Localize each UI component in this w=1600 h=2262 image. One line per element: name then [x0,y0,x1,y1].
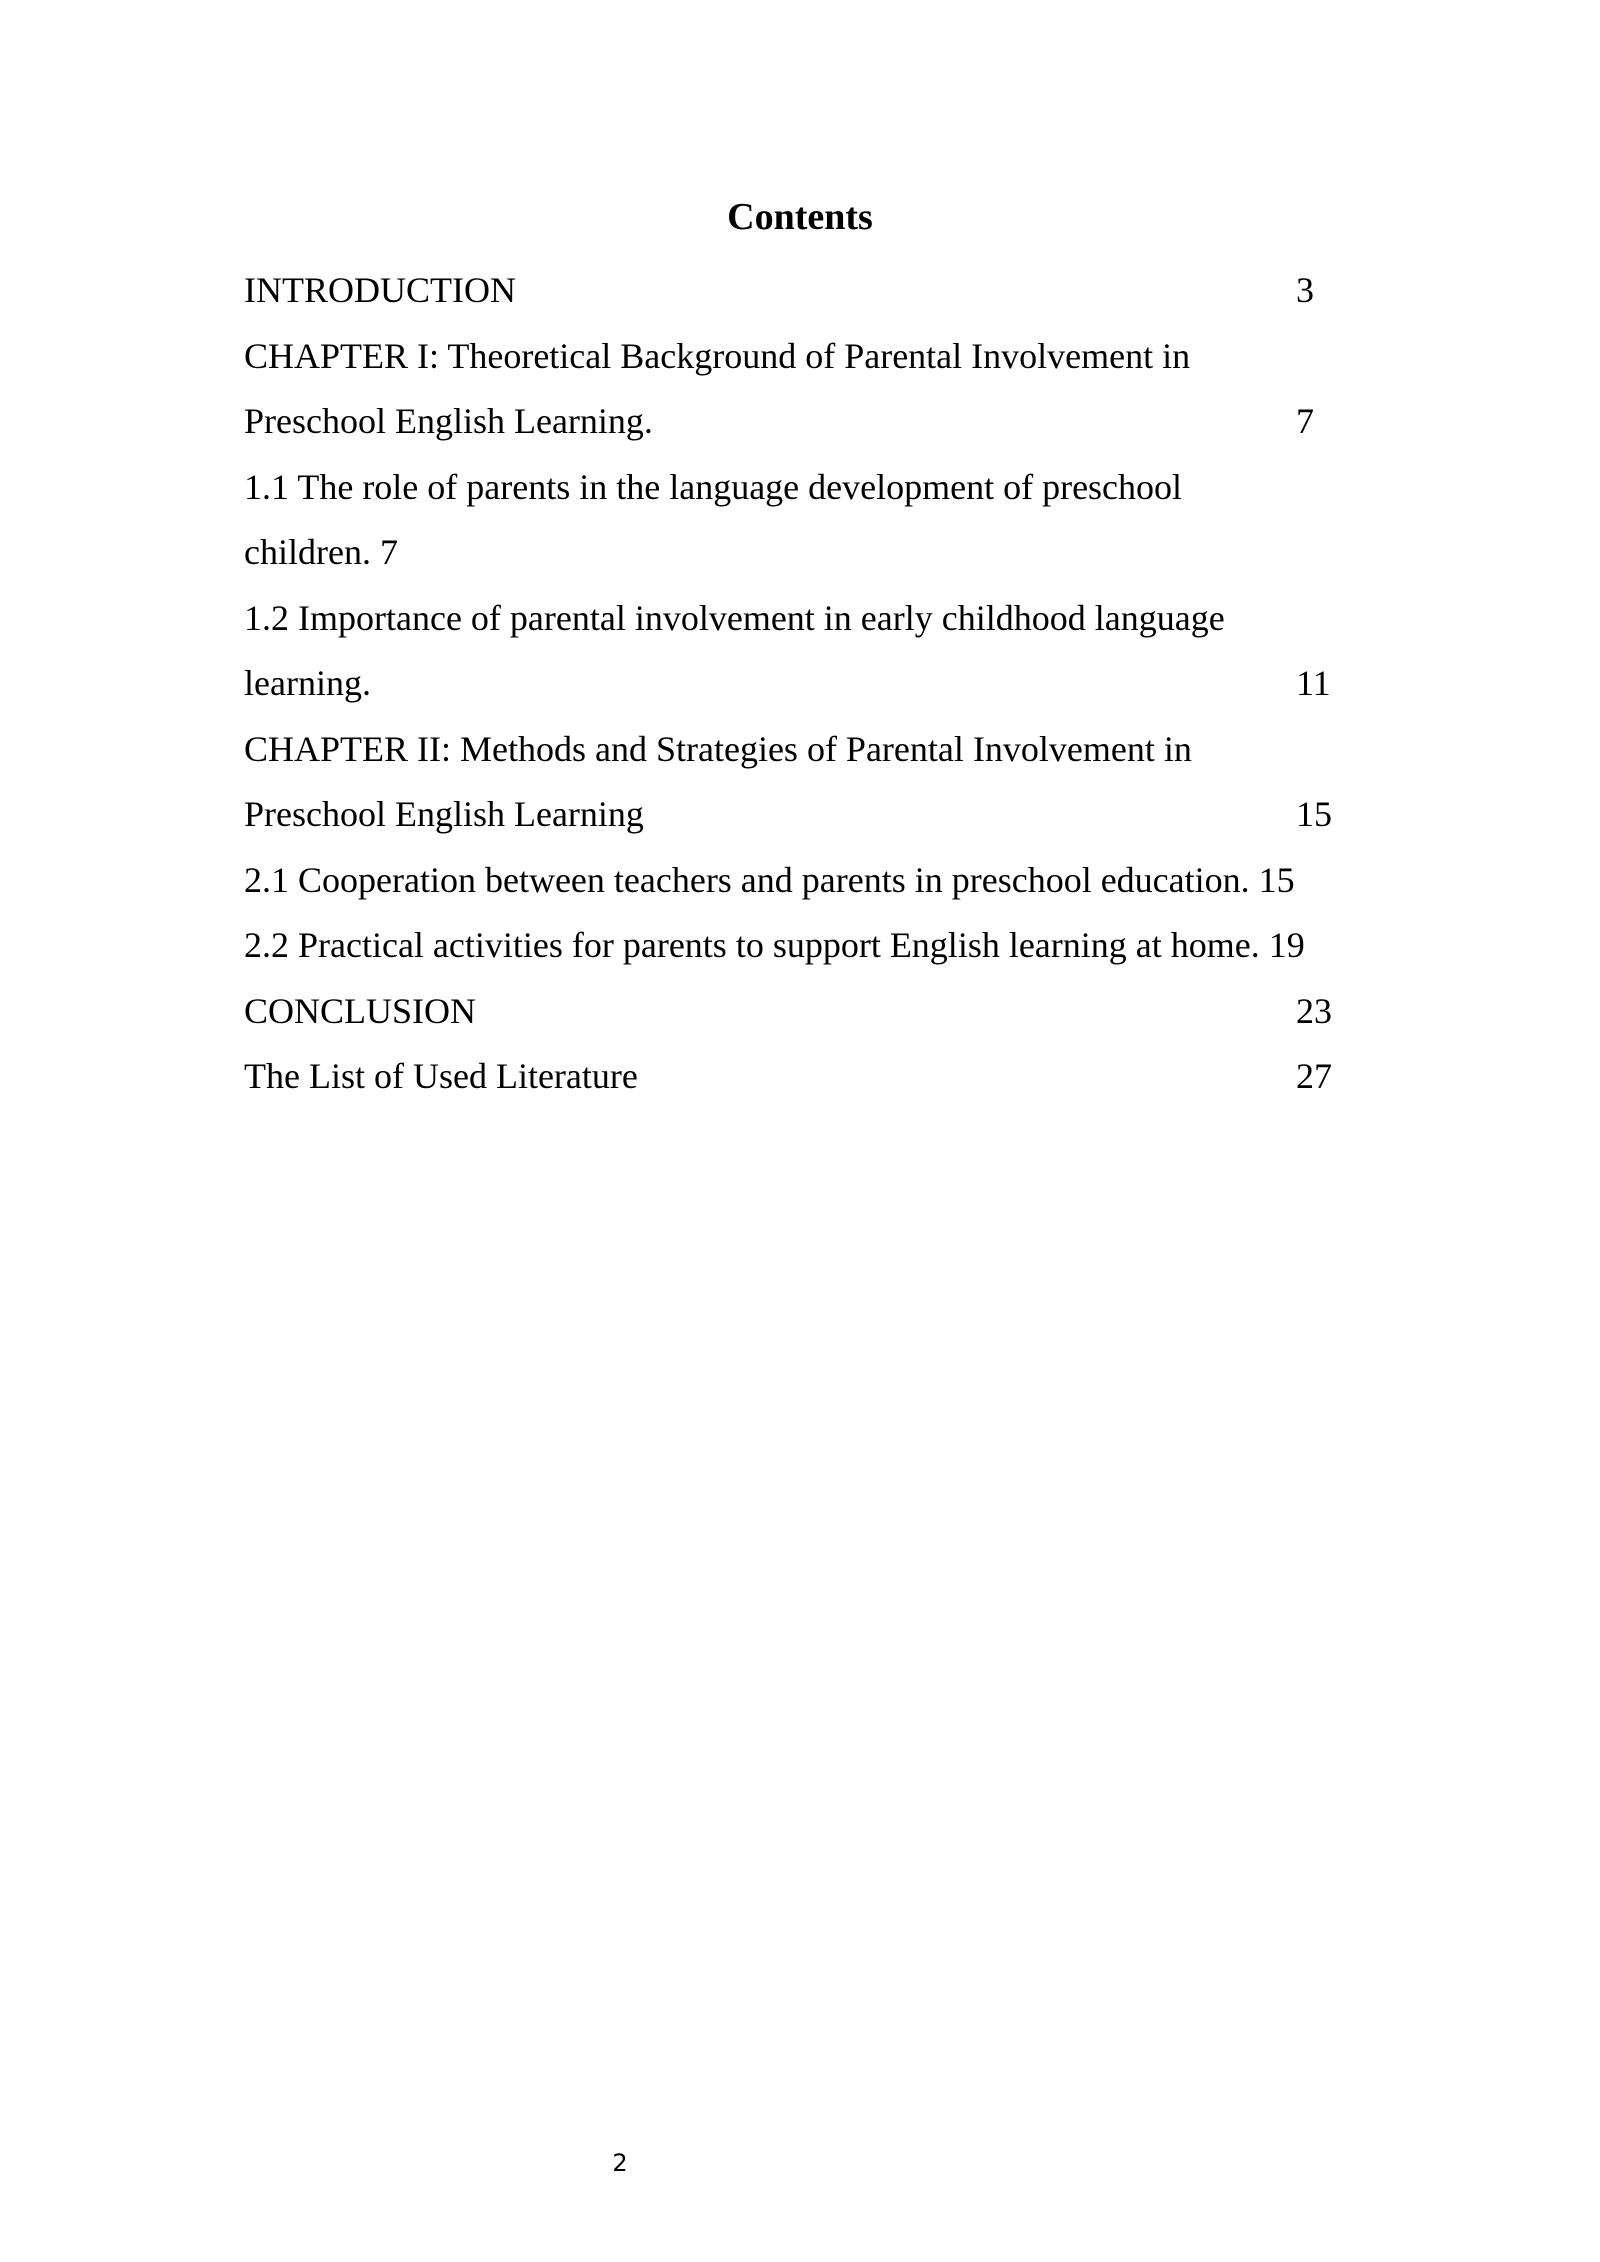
toc-entry-chapter-2[interactable] [244,717,1394,783]
toc-entry-page: 27 [1296,1056,1332,1096]
footer-page-number: 2 [612,2149,628,2177]
toc-entry-conclusion[interactable] [244,979,1394,1045]
toc-entry-page: 23 [1296,990,1332,1031]
table-of-contents [244,258,1394,1110]
toc-entry-chapter-1-cont[interactable] [244,389,1394,455]
toc-entry-section-1-2[interactable] [244,586,1394,652]
toc-entry-section-1-2-cont[interactable] [244,651,1394,717]
toc-entry-text: CHAPTER I: Theoretical Background of Parental Involvement in [244,335,1191,376]
toc-entry-text: CHAPTER II: Methods and Strategies of Parental Involvement in [244,728,1192,769]
toc-entry-introduction[interactable] [244,258,1394,324]
toc-entry-text: children. 7 [244,532,398,572]
toc-entry-text: INTRODUCTION [244,270,516,310]
toc-entry-section-2-1[interactable] [244,848,1394,914]
toc-entry-text: 1.1 The role of parents in the language development of preschool [244,466,1183,507]
toc-entry-text: 2.1 Cooperation between teachers and parents in preschool education. 15 [244,859,1295,900]
toc-entry-text: The List of Used Literature [244,1056,638,1096]
toc-entry-text: Preschool English Learning. [244,401,653,441]
toc-entry-text: learning. [244,663,371,703]
toc-entry-page: 3 [1296,270,1314,310]
toc-entry-section-2-2[interactable] [244,913,1394,979]
toc-entry-text: Preschool English Learning [244,794,644,834]
toc-entry-text: 1.2 Importance of parental involvement in early childhood language [244,597,1225,638]
toc-entry-chapter-1[interactable] [244,324,1394,390]
toc-entry-text: CONCLUSION [244,990,477,1031]
toc-entry-page: 11 [1296,663,1331,703]
toc-entry-literature[interactable] [244,1044,1394,1110]
toc-entry-chapter-2-cont[interactable] [244,782,1394,848]
toc-entry-section-1-1[interactable] [244,455,1394,521]
page-title: Contents [727,196,873,238]
toc-entry-page: 15 [1296,794,1332,834]
toc-entry-text: 2.2 Practical activities for parents to support English learning at home. 19 [244,925,1305,965]
toc-entry-page: 7 [1296,401,1314,441]
toc-entry-section-1-1-cont[interactable] [244,520,1394,586]
